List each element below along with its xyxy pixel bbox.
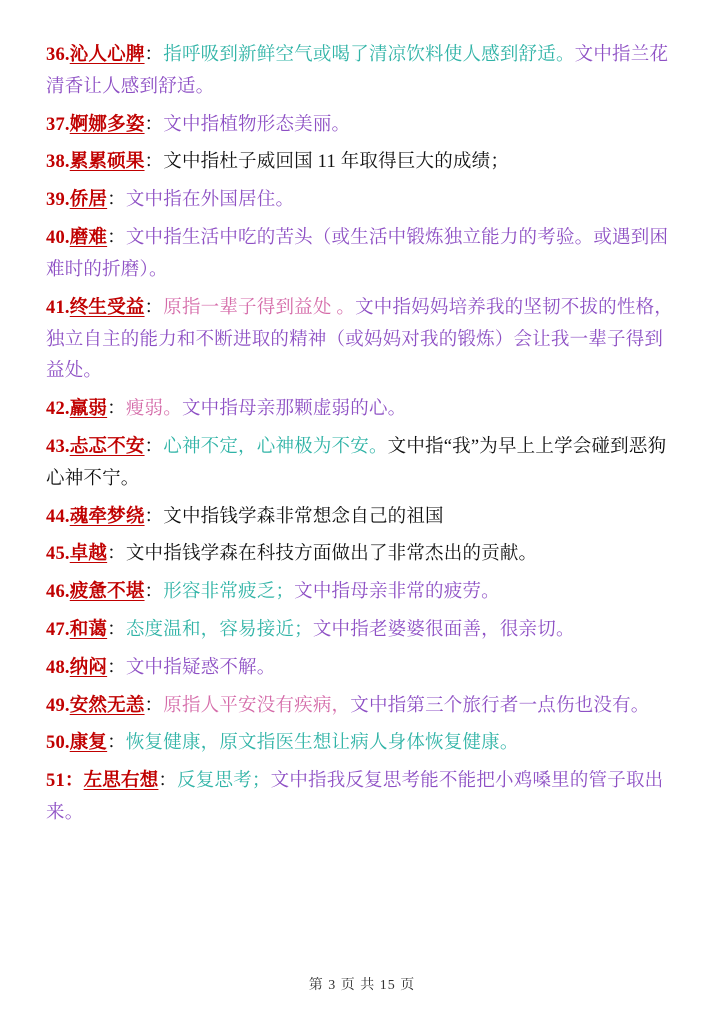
entry-definition: 瘦弱。 <box>125 399 182 420</box>
entry-number: 38. <box>46 152 70 173</box>
entry-separator: ： <box>107 733 126 754</box>
entry-term: 卓越 <box>69 544 108 565</box>
entry-definition: 态度温和，容易接近； <box>125 620 313 640</box>
entry-definition: 文中指疑惑不解。 <box>125 657 276 678</box>
glossary-entry <box>46 110 678 142</box>
entry-definition: 原指人平安没有疾病， <box>163 695 351 716</box>
entry-number: 42. <box>46 399 70 420</box>
entry-definition: 指呼吸到新鲜空气或喝了清凉饮料使人感到舒适。 <box>163 45 575 65</box>
entry-definition: 文中指生活中吃的苦头（或生活中锻炼独立能力的考验。或遇到困难时的折磨）。 <box>46 228 669 280</box>
entry-separator: ： <box>144 152 164 173</box>
entry-term: 忐忑不安 <box>69 436 145 457</box>
glossary-entry <box>46 653 678 685</box>
entry-term: 磨难 <box>69 228 108 249</box>
glossary-entry <box>46 293 678 388</box>
entry-number: 51： <box>46 771 84 792</box>
entry-number: 37. <box>46 114 70 135</box>
glossary-entry <box>46 577 678 609</box>
entry-definition: 文中指在外国居住。 <box>125 190 295 211</box>
entry-separator: ： <box>107 544 126 565</box>
entry-context-note: 文中指母亲非常的疲劳。 <box>294 582 500 603</box>
entry-definition: 文中指钱学森在科技方面做出了非常杰出的贡献。 <box>125 544 538 565</box>
entry-definition: 文中指植物形态美丽。 <box>163 114 351 135</box>
entry-separator: ： <box>107 228 126 249</box>
entry-number: 39. <box>46 190 70 211</box>
entry-separator: ： <box>144 695 164 716</box>
page-footer: 第 3 页 共 15 页 <box>308 978 416 993</box>
glossary-entry <box>46 147 678 179</box>
entry-term: 疲惫不堪 <box>69 582 145 603</box>
entry-separator: ： <box>107 620 126 640</box>
glossary-entry <box>46 432 678 496</box>
entry-number: 41. <box>46 297 70 318</box>
entry-term: 康复 <box>69 733 108 754</box>
entry-definition: 形容非常疲乏； <box>163 582 295 603</box>
glossary-entry <box>46 728 678 760</box>
entry-term: 魂牵梦绕 <box>69 506 145 527</box>
entry-term: 沁人心脾 <box>69 45 145 65</box>
glossary-entry <box>46 539 678 571</box>
entry-context-note: 文中指我反复思考能不能把小鸡嗓里的管子取出来。 <box>46 771 664 824</box>
entry-term: 累累硕果 <box>69 152 145 173</box>
entry-term: 婀娜多姿 <box>69 114 145 135</box>
entry-separator: ： <box>107 399 126 420</box>
entry-context-note: 文中指第三个旅行者一点伤也没有。 <box>350 695 650 716</box>
entry-separator: ： <box>158 771 178 792</box>
glossary-entry-list <box>46 40 678 830</box>
entry-term: 终生受益 <box>69 297 145 318</box>
glossary-entry <box>46 502 678 534</box>
entry-term: 左思右想 <box>83 771 159 792</box>
entry-separator: ： <box>144 506 164 527</box>
entry-number: 36. <box>46 45 70 65</box>
glossary-entry <box>46 40 678 104</box>
entry-context-note: 文中指妈妈培养我的坚韧不拔的性格，独立自主的能力和不断进取的精神（或妈妈对我的锻炼）会让我一辈子得到益处。 <box>46 297 673 382</box>
entry-separator: ： <box>144 45 164 65</box>
entry-number: 49. <box>46 695 70 716</box>
entry-separator: ： <box>144 297 164 318</box>
entry-number: 44. <box>46 506 70 527</box>
entry-definition: 恢复健康，原文指医生想让病人身体恢复健康。 <box>125 733 519 754</box>
entry-context-note: 文中指兰花清香让人感到舒适。 <box>46 45 669 97</box>
entry-number: 40. <box>46 228 70 249</box>
entry-definition: 文中指杜子威回国 11 年取得巨大的成绩； <box>163 152 510 173</box>
entry-number: 47. <box>46 620 70 640</box>
glossary-entry <box>46 766 678 830</box>
entry-number: 46. <box>46 582 70 603</box>
entry-separator: ： <box>144 582 164 603</box>
entry-number: 48. <box>46 657 70 678</box>
glossary-entry <box>46 185 678 217</box>
entry-term: 羸弱 <box>69 399 108 420</box>
entry-context-note: 文中指“我”为早上上学会碰到恶狗心神不宁。 <box>46 436 667 489</box>
entry-number: 45. <box>46 544 70 565</box>
entry-context-note: 文中指老婆婆很面善，很亲切。 <box>312 620 575 640</box>
entry-number: 43. <box>46 436 70 457</box>
entry-separator: ： <box>107 190 126 211</box>
entry-definition: 心神不定，心神极为不安。 <box>163 436 388 457</box>
entry-term: 侨居 <box>69 190 108 211</box>
entry-term: 纳闷 <box>69 657 108 678</box>
entry-term: 安然无恙 <box>69 695 145 716</box>
entry-context-note: 文中指母亲那颗虚弱的心。 <box>181 399 407 420</box>
entry-definition: 文中指钱学森非常想念自己的祖国 <box>163 506 444 527</box>
entry-definition: 原指一辈子得到益处 。 <box>163 297 356 318</box>
entry-number: 50. <box>46 733 70 754</box>
entry-separator: ： <box>144 114 164 135</box>
glossary-entry <box>46 691 678 723</box>
entry-separator: ： <box>144 436 164 457</box>
entry-definition: 反复思考； <box>177 771 271 792</box>
glossary-entry <box>46 223 678 287</box>
entry-separator: ： <box>107 657 126 678</box>
glossary-entry <box>46 615 678 647</box>
glossary-entry <box>46 394 678 426</box>
entry-term: 和蔼 <box>69 620 108 640</box>
